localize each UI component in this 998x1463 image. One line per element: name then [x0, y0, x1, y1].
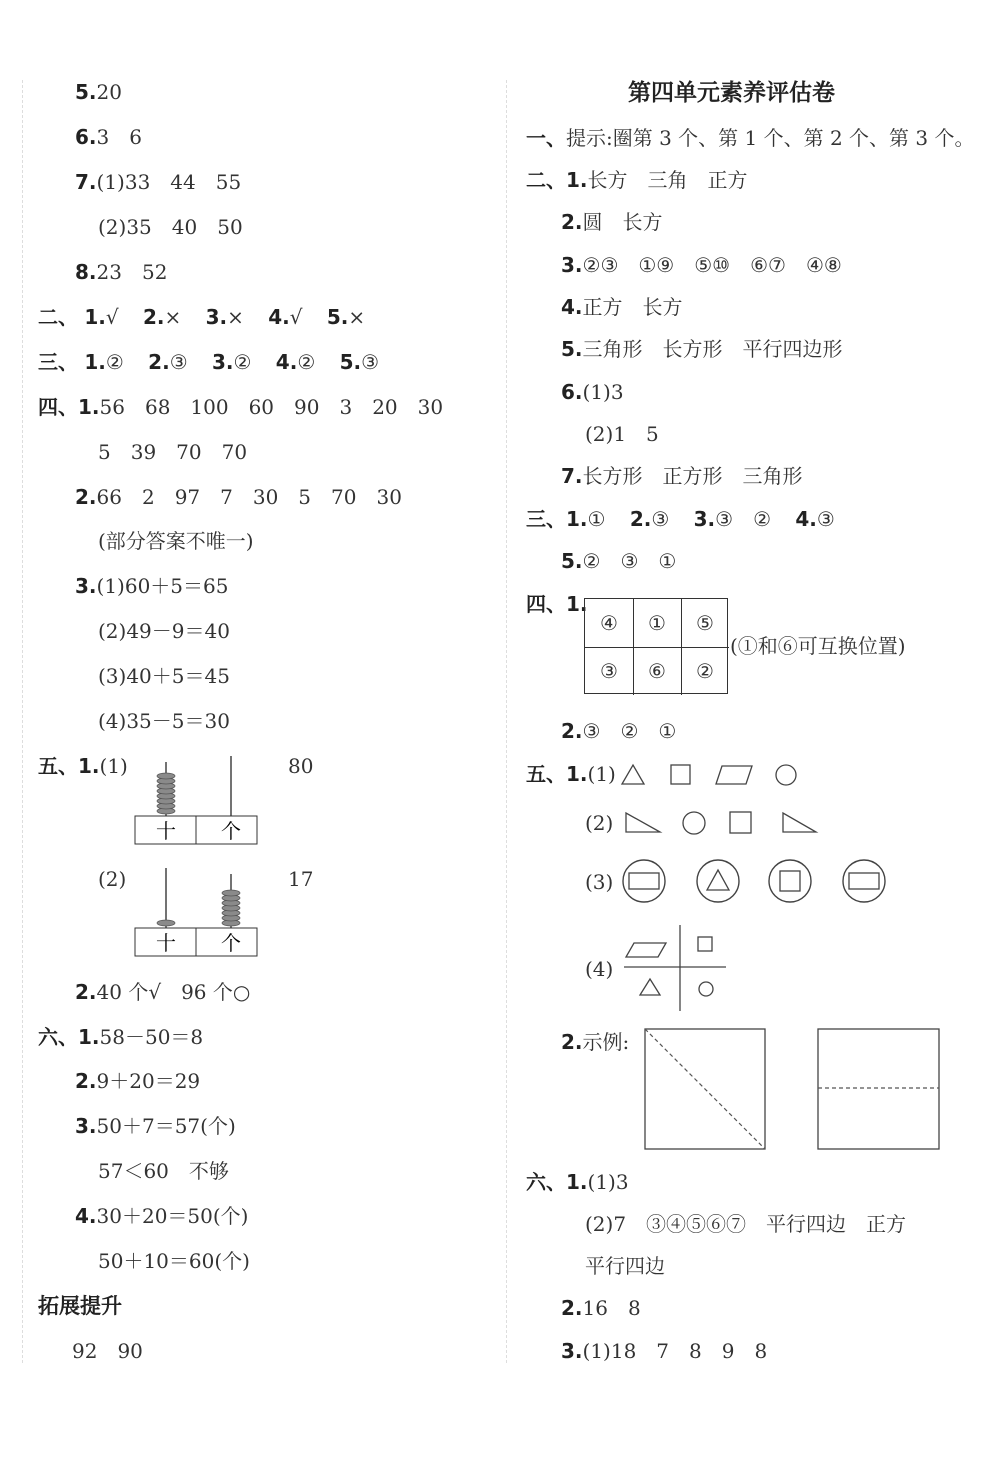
abacus-bead: [222, 890, 240, 896]
answer-line: [98, 711, 230, 731]
answer-text: 提示:圈第 3 个、第 1 个、第 2 个、第 3 个。: [566, 126, 975, 150]
answer-text: 57＜60 不够: [98, 1159, 229, 1183]
item-number: 5.: [326, 305, 349, 329]
item-number: 2.: [75, 485, 97, 509]
square-icon: [780, 871, 800, 891]
item-number: 5.: [339, 350, 362, 374]
grid-note: (①和⑥可互换位置): [730, 634, 906, 658]
answer-text: (2)49－9＝40: [98, 619, 230, 643]
answer-item: [268, 305, 320, 329]
answer-line: [98, 1161, 229, 1181]
section-number: 五、: [38, 754, 78, 778]
section-number: 六、: [38, 1025, 78, 1049]
answer-text: ②: [233, 350, 252, 374]
shapes-row-3: [620, 857, 890, 907]
answer-item: [84, 350, 141, 374]
answer-line: [75, 262, 167, 282]
item-number: 2.: [561, 1030, 583, 1054]
answer-line: [561, 255, 842, 275]
section-number: 五、: [526, 762, 566, 786]
answer-item: [795, 507, 834, 531]
answer-text: 3 6: [96, 125, 142, 149]
item-number: 4.: [795, 507, 817, 531]
answer-line: [561, 466, 803, 486]
right-triangle-icon: [783, 813, 816, 832]
triangle-icon: [640, 979, 660, 995]
grid-cell: ④: [585, 599, 634, 648]
section-number: 三、: [526, 507, 566, 531]
item-number: 1.: [78, 754, 100, 778]
answer-text: (2): [98, 867, 127, 891]
item-number: 5.: [561, 337, 583, 361]
answer-item: [212, 350, 269, 374]
answer-text: (1)60＋5＝65: [96, 574, 229, 598]
item-number: 2.: [75, 980, 97, 1004]
abacus-diagram: [134, 752, 260, 846]
grid-cell: ①: [633, 599, 682, 648]
answer-text: (2)1 5: [585, 422, 659, 446]
answer-line: [98, 621, 230, 641]
answer-line: [75, 576, 228, 596]
answer-item: [694, 507, 789, 531]
answer-text: 示例:: [582, 1030, 630, 1054]
answer-line: [38, 756, 128, 776]
number-grid: [584, 598, 728, 694]
answer-item: [148, 350, 205, 374]
answer-text: (1)33 44 55: [96, 170, 242, 194]
abacus-diagram: [134, 864, 260, 958]
answer-text: ③ ② ①: [582, 719, 677, 743]
item-number: 2.: [75, 1069, 97, 1093]
answer-line: [526, 1172, 629, 1192]
answer-line: [98, 1251, 250, 1271]
answer-text: (4)35－5＝30: [98, 709, 230, 733]
answer-text: 长方 三角 正方: [587, 168, 748, 192]
item-number: 8.: [75, 260, 97, 284]
answer-line: [98, 442, 247, 462]
answer-text: ② ③ ①: [582, 549, 677, 573]
tens-label: 十: [156, 819, 176, 843]
item-number: 1.: [566, 168, 588, 192]
answer-text: (部分答案不唯一): [98, 529, 254, 553]
parallelogram-icon: [626, 943, 666, 957]
answer-line: [98, 217, 243, 237]
cut-example-diagram: [644, 1028, 944, 1152]
item-number: 3.: [561, 1339, 583, 1363]
item-number: 1.: [566, 592, 588, 616]
answer-text: 50＋10＝60(个): [98, 1249, 250, 1273]
item-number: 1.: [566, 1170, 588, 1194]
answer-item: [276, 350, 333, 374]
answer-text: 66 2 97 7 30 5 70 30: [96, 485, 402, 509]
answer-text: (4): [585, 957, 614, 981]
item-number: 2.: [561, 1296, 583, 1320]
item-number: 1.: [84, 350, 106, 374]
item-number: 1.: [78, 395, 100, 419]
shape-sorting-diagram: [620, 925, 730, 1013]
circle-icon: [683, 812, 705, 834]
item-number: 5.: [561, 549, 583, 573]
item-number: 1.: [78, 1025, 100, 1049]
section-number: 三、: [38, 350, 78, 374]
shapes-row-1: [620, 762, 810, 788]
item-number: 3.: [75, 1114, 97, 1138]
answer-text: (1)18 7 8 9 8: [582, 1339, 768, 1363]
answer-line: [38, 352, 397, 372]
answer-text: 9＋20＝29: [96, 1069, 201, 1093]
answer-text: 30＋20＝50(个): [96, 1204, 249, 1228]
answer-line: [75, 1071, 200, 1091]
answer-line: [585, 424, 659, 444]
item-number: 2.: [142, 305, 165, 329]
answer-line: [526, 764, 616, 784]
answer-text: (1): [99, 754, 128, 778]
item-number: 1.: [566, 762, 588, 786]
triangle-icon: [707, 870, 729, 890]
answer-text: (3): [585, 870, 614, 894]
square-icon: [730, 812, 751, 833]
answer-line: [75, 1116, 236, 1136]
answer-text: ×: [227, 305, 244, 329]
item-number: 6.: [561, 380, 583, 404]
grid-cell: ⑥: [633, 647, 682, 695]
circle-icon: [769, 860, 811, 902]
answer-text: √: [105, 305, 119, 329]
answer-line: [75, 172, 241, 192]
item-number: 3.: [75, 574, 97, 598]
answer-line: [75, 127, 142, 147]
answer-text: 23 52: [96, 260, 168, 284]
answer-text: (2): [585, 811, 614, 835]
answer-line: [561, 551, 676, 571]
shapes-row-2: [620, 810, 820, 838]
answer-text: 58－50＝8: [99, 1025, 204, 1049]
item-number: 1.: [566, 507, 588, 531]
square-horizontal-cut: [818, 1029, 939, 1149]
parallelogram-icon: [716, 766, 752, 784]
answer-item: [327, 305, 383, 329]
item-number: 2.: [629, 507, 652, 531]
item-number: 3.: [561, 253, 583, 277]
item-number: 3.: [693, 507, 716, 531]
answer-text: (3)40＋5＝45: [98, 664, 230, 688]
rectangle-icon: [629, 873, 659, 889]
item-number: 3.: [205, 305, 228, 329]
answer-line: [75, 487, 402, 507]
section-number: 四、: [38, 395, 78, 419]
grid-cell: ⑤: [681, 599, 729, 648]
answer-text: 长方形 正方形 三角形: [582, 464, 803, 488]
section-number: 二、: [526, 168, 566, 192]
answer-text: ③: [651, 507, 670, 531]
answer-line: [526, 594, 588, 614]
answer-text: (1)3: [587, 1170, 629, 1194]
answer-text: 正方 长方: [582, 295, 683, 319]
answer-line: [72, 1341, 143, 1361]
answer-text: ②: [105, 350, 124, 374]
answer-text: ③: [361, 350, 380, 374]
item-number: 3.: [211, 350, 234, 374]
answer-line: [75, 982, 250, 1002]
item-number: 2.: [561, 210, 583, 234]
grid-cell: ③: [585, 647, 634, 695]
square-icon: [671, 765, 690, 784]
item-number: 7.: [561, 464, 583, 488]
item-number: 6.: [75, 125, 97, 149]
tens-label: 十: [156, 931, 176, 955]
answer-text: ②: [297, 350, 316, 374]
item-number: 4.: [275, 350, 298, 374]
answer-item: [340, 350, 397, 374]
answer-line: [561, 1032, 629, 1052]
answer-text: ×: [164, 305, 182, 329]
answer-line: [585, 959, 613, 979]
answer-line: [526, 128, 975, 148]
section-number: 六、: [526, 1170, 566, 1194]
grid-cell: ②: [696, 659, 714, 683]
answer-text: ②③ ①⑨ ⑤⑩ ⑥⑦ ④⑧: [582, 253, 842, 277]
answer-line: [526, 170, 748, 190]
section-number: 二、: [38, 305, 78, 329]
answer-text: ①: [587, 507, 606, 531]
circle-icon: [699, 982, 713, 996]
page-title: 第四单元素养评估卷: [628, 80, 835, 106]
answer-text: ×: [348, 305, 366, 329]
circle-icon: [776, 765, 796, 785]
answer-line: [526, 509, 835, 529]
answer-line: [98, 666, 230, 686]
answer-text: 平行四边: [585, 1254, 665, 1278]
answer-value: 80: [288, 754, 314, 778]
answer-line: [561, 721, 676, 741]
ones-label: 个: [221, 819, 241, 843]
answer-text: 40 个√ 96 个○: [96, 980, 251, 1004]
answer-line: [561, 212, 663, 232]
answer-text: (1)3: [582, 380, 624, 404]
answer-text: 92 90: [72, 1339, 143, 1363]
answer-item: [143, 305, 199, 329]
answer-text: 三角形 长方形 平行四边形: [582, 337, 843, 361]
answer-text: ③ ②: [715, 507, 771, 531]
answer-text: (2)35 40 50: [98, 215, 243, 239]
item-number: 7.: [75, 170, 97, 194]
answer-line: [585, 813, 613, 833]
item-number: 5.: [75, 80, 97, 104]
answer-text: 56 68 100 60 90 3 20 30: [99, 395, 444, 419]
answer-text: 圆 长方: [582, 210, 663, 234]
answer-line: [585, 872, 613, 892]
ones-label: 个: [221, 931, 241, 955]
item-number: 4.: [268, 305, 290, 329]
answer-line: [38, 1027, 203, 1047]
item-number: 4.: [561, 295, 583, 319]
answer-line: [561, 382, 624, 402]
answer-item: [206, 305, 262, 329]
answer-line: [75, 82, 122, 102]
answer-line: [561, 339, 843, 359]
item-number: 1.: [84, 305, 106, 329]
square-icon: [698, 937, 712, 951]
answer-line: [98, 869, 126, 889]
answer-line: [585, 1256, 665, 1276]
answer-line: [585, 1214, 906, 1234]
rectangle-icon: [849, 873, 879, 889]
abacus-bead: [157, 920, 175, 926]
section-number: 一、: [526, 126, 566, 150]
answer-item: [630, 507, 687, 531]
answer-text: ③: [169, 350, 188, 374]
answer-line: [38, 397, 443, 417]
answer-text: 5 39 70 70: [98, 440, 248, 464]
item-number: 2.: [148, 350, 170, 374]
abacus-bead: [157, 773, 175, 779]
answer-line: [75, 1206, 248, 1226]
answer-line: [561, 297, 683, 317]
answer-item: [84, 305, 136, 329]
right-triangle-icon: [626, 813, 660, 832]
answer-text: √: [289, 305, 303, 329]
triangle-icon: [622, 765, 644, 784]
answer-line: [98, 531, 254, 551]
circle-icon: [697, 860, 739, 902]
answer-text: (1): [587, 762, 616, 786]
answer-line: [561, 1341, 767, 1361]
section-heading: 拓展提升: [38, 1294, 122, 1318]
answer-value: 17: [288, 867, 314, 891]
section-number: 四、: [526, 592, 566, 616]
answer-line: [561, 1298, 641, 1318]
answer-text: 16 8: [582, 1296, 641, 1320]
answer-text: ③: [816, 507, 835, 531]
answer-text: (2)7 ③④⑤⑥⑦ 平行四边 正方: [585, 1212, 907, 1236]
answer-line: [38, 307, 383, 327]
answer-text: 20: [96, 80, 122, 104]
item-number: 2.: [561, 719, 583, 743]
item-number: 4.: [75, 1204, 97, 1228]
answer-text: 50＋7＝57(个): [96, 1114, 236, 1138]
